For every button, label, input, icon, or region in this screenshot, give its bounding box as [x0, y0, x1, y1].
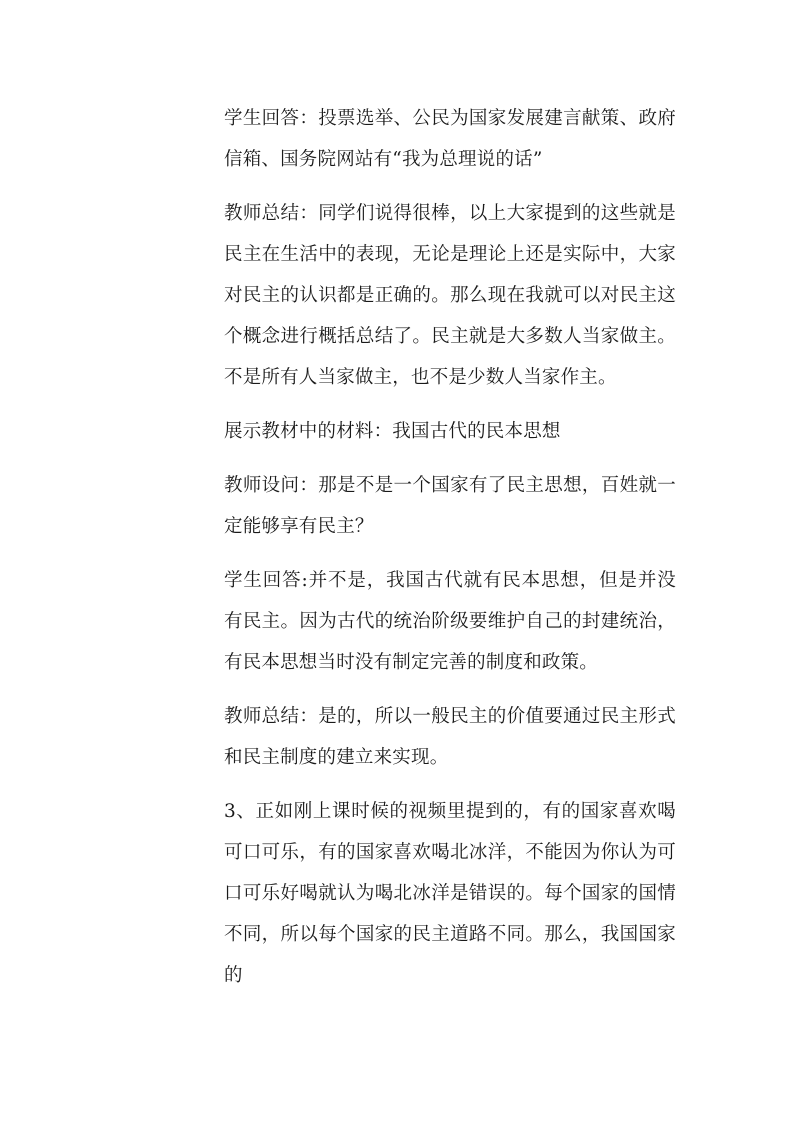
paragraph-material-display: 展示教材中的材料：我国古代的民本思想 [224, 421, 561, 442]
paragraph-student-answer-1: 学生回答：投票选举、公民为国家发展建言献策、政府信箱、国务院网站有“我为总理说的话” [224, 108, 676, 170]
paragraph-section-3: 3、正如刚上课时候的视频里提到的，有的国家喜欢喝可口可乐，有的国家喜欢喝北冰洋，不能因为你认为可口可乐好喝就认为喝北冰洋是错误的。每个国家的国情不同，所以每个国家的民主道路不同。那么，我国国家的 [224, 801, 676, 986]
document-body [224, 98, 676, 1008]
paragraph-teacher-summary-2: 教师总结：是的，所以一般民主的价值要通过民主形式和民主制度的建立来实现。 [224, 706, 676, 768]
paragraph-teacher-question: 教师设问：那是不是一个国家有了民主思想，百姓就一定能够享有民主？ [224, 475, 676, 537]
paragraph-teacher-summary-1: 教师总结：同学们说得很棒，以上大家提到的这些就是民主在生活中的表现，无论是理论上还是实际中，大家对民主的认识都是正确的。那么现在我就可以对民主这个概念进行概括总结了。民主就是大多数人当家做主。不是所有人当家做主，也不是少数人当家作主。 [224, 203, 676, 388]
paragraph-student-answer-2: 学生回答:并不是，我国古代就有民本思想，但是并没有民主。因为古代的统治阶级要维护自己的封建统治，有民本思想当时没有制定完善的制度和政策。 [224, 570, 676, 673]
